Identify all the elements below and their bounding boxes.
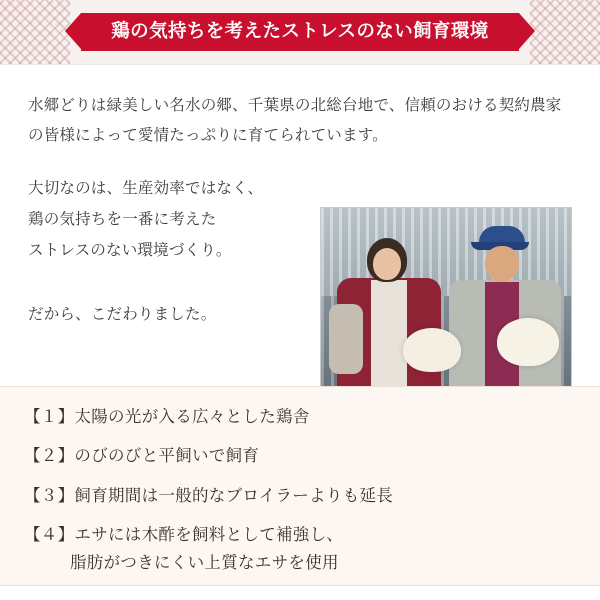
list-item [24, 524, 576, 575]
person-right-face [485, 246, 519, 282]
footer-spacer [0, 586, 600, 600]
points-panel [0, 386, 600, 586]
point-text: 飼育期間は一般的なブロイラーよりも延長 [74, 486, 394, 505]
point-subtext: 脂肪がつきにくい上質なエサを使用 [70, 554, 339, 573]
page-title: 鶏の気持ちを考えたストレスのない飼育環境 [81, 13, 518, 50]
list-item [24, 445, 576, 467]
point-number: 【２】 [24, 447, 75, 466]
mid-paragraph [28, 173, 318, 266]
point-text: 太陽の光が入る広々とした鶏舎 [74, 408, 310, 426]
header-banner [0, 0, 600, 65]
point-text: のびのびと平飼いで飼育 [74, 447, 260, 466]
list-item [24, 485, 576, 507]
person-left-sleeve [329, 304, 363, 374]
point-number: 【４】 [24, 525, 75, 544]
person-left-face [373, 248, 401, 280]
mid-line-3: ストレスのない環境づくり。 [28, 242, 232, 260]
decorative-pattern-right-icon [530, 0, 600, 64]
farmers-photo [320, 207, 572, 392]
person-left-inner-shirt [371, 280, 407, 392]
point-number: 【３】 [24, 486, 75, 505]
mid-line-1: 大切なのは、生産効率ではなく、 [28, 180, 264, 198]
list-item [24, 406, 576, 428]
mid-line-2: 鶏の気持ちを一番に考えた [28, 211, 217, 229]
decorative-pattern-left-icon [0, 0, 70, 64]
chicken-left-icon [403, 328, 461, 372]
closing-line: だから、こだわりました。 [28, 306, 217, 324]
point-text: エサには木酢を飼料として補強し、 [74, 525, 344, 544]
main-content [0, 65, 600, 383]
chicken-right-icon [497, 318, 559, 366]
lead-paragraph: 水郷どりは緑美しい名水の郷、千葉県の北総台地で、信頼のおける契約農家の皆様によって愛情たっぷりに育てられています。 [28, 97, 562, 145]
point-number: 【１】 [24, 408, 75, 426]
